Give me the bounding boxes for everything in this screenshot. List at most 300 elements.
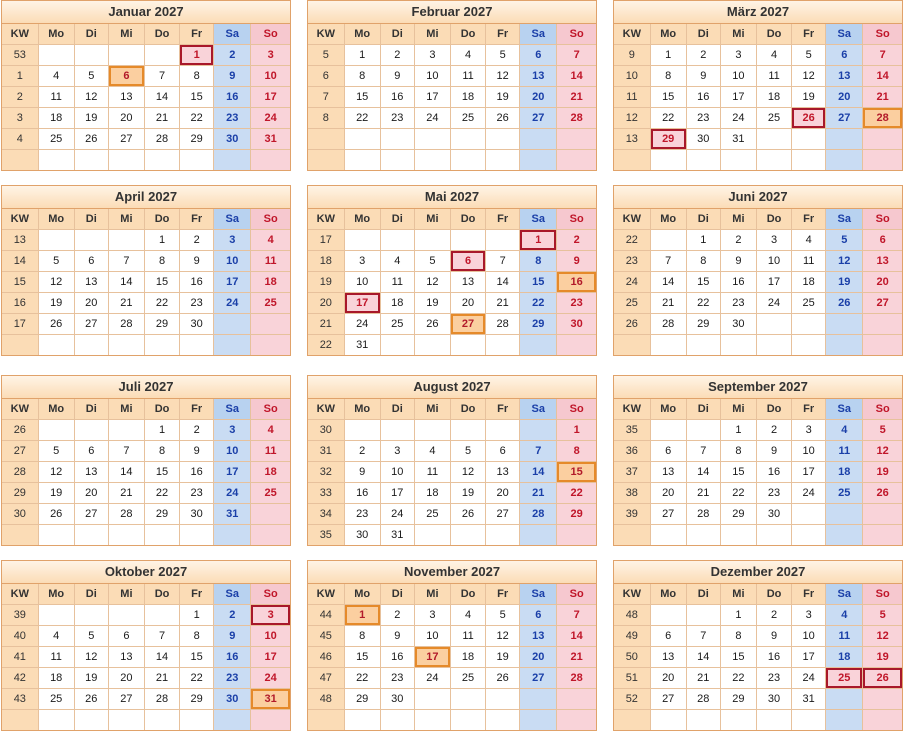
week-number [2, 525, 38, 546]
header-di: Di [380, 24, 414, 45]
day-cell: 19 [792, 87, 826, 108]
day-cell [863, 150, 902, 171]
day-cell: 13 [863, 251, 902, 272]
header-kw: KW [308, 584, 344, 605]
day-cell: 1 [720, 605, 756, 626]
week-row [308, 45, 596, 66]
day-cell: 9 [557, 251, 596, 272]
header-mi: Mi [414, 399, 450, 420]
day-cell: 8 [557, 441, 596, 462]
day-cell: 15 [720, 647, 756, 668]
day-cell: 22 [344, 108, 380, 129]
day-cell [826, 314, 863, 335]
day-cell [792, 525, 826, 546]
day-cell: 19 [38, 483, 74, 504]
day-cell: 25 [38, 689, 74, 710]
day-cell: 21 [144, 108, 179, 129]
day-cell: 30 [180, 504, 214, 525]
day-cell: 17 [756, 272, 791, 293]
header-di: Di [686, 24, 720, 45]
day-cell: 21 [108, 483, 144, 504]
day-cell [251, 335, 290, 356]
day-cell: 20 [108, 668, 144, 689]
day-cell: 24 [251, 668, 290, 689]
day-cell: 1 [686, 230, 720, 251]
day-cell: 10 [214, 441, 251, 462]
day-cell: 19 [863, 647, 902, 668]
week-row [614, 45, 902, 66]
day-cell: 15 [180, 647, 214, 668]
day-cell [251, 710, 290, 731]
day-cell [74, 525, 108, 546]
day-cell: 18 [38, 668, 74, 689]
holiday-cell: 25 [826, 668, 863, 689]
day-cell [74, 150, 108, 171]
day-cell: 17 [414, 87, 450, 108]
day-cell [144, 335, 179, 356]
header-mi: Mi [108, 209, 144, 230]
day-cell: 17 [792, 462, 826, 483]
day-cell: 1 [344, 45, 380, 66]
header-do: Do [450, 399, 485, 420]
day-cell: 26 [486, 108, 520, 129]
day-cell: 3 [720, 45, 756, 66]
day-cell: 12 [38, 462, 74, 483]
day-cell: 18 [450, 87, 485, 108]
day-cell: 21 [557, 87, 596, 108]
day-cell [863, 129, 902, 150]
day-cell: 7 [108, 441, 144, 462]
day-cell: 12 [792, 66, 826, 87]
day-cell [450, 689, 485, 710]
week-number: 35 [614, 420, 650, 441]
header-kw: KW [614, 399, 650, 420]
day-cell: 13 [520, 66, 557, 87]
header-fr: Fr [486, 209, 520, 230]
day-cell: 4 [826, 605, 863, 626]
week-row [308, 525, 596, 546]
day-cell: 10 [792, 441, 826, 462]
day-cell [108, 710, 144, 731]
day-cell: 29 [180, 129, 214, 150]
weekday-header-row [308, 584, 596, 605]
week-number: 30 [2, 504, 38, 525]
day-cell: 12 [414, 272, 450, 293]
day-cell [414, 335, 450, 356]
header-di: Di [380, 209, 414, 230]
day-cell [214, 335, 251, 356]
day-cell: 11 [792, 251, 826, 272]
week-number: 26 [614, 314, 650, 335]
day-cell: 8 [344, 626, 380, 647]
day-cell: 1 [650, 45, 686, 66]
week-number: 42 [2, 668, 38, 689]
day-cell [756, 710, 791, 731]
header-so: So [863, 24, 902, 45]
week-row [2, 668, 290, 689]
day-cell: 20 [650, 483, 686, 504]
month-grid [308, 209, 596, 355]
header-kw: KW [308, 399, 344, 420]
day-cell: 14 [108, 462, 144, 483]
day-cell: 25 [251, 293, 290, 314]
week-number: 6 [308, 66, 344, 87]
day-cell: 4 [450, 605, 485, 626]
day-cell: 8 [144, 251, 179, 272]
day-cell: 22 [686, 293, 720, 314]
header-mi: Mi [108, 24, 144, 45]
day-cell [38, 605, 74, 626]
holiday-cell: 1 [520, 230, 557, 251]
holiday-cell: 6 [450, 251, 485, 272]
header-mo: Mo [344, 399, 380, 420]
week-row [2, 483, 290, 504]
day-cell: 30 [686, 129, 720, 150]
day-cell: 21 [650, 293, 686, 314]
header-di: Di [74, 584, 108, 605]
week-row [308, 647, 596, 668]
week-row [308, 626, 596, 647]
day-cell [520, 525, 557, 546]
day-cell: 10 [344, 272, 380, 293]
day-cell [251, 525, 290, 546]
day-cell: 27 [74, 314, 108, 335]
week-number: 41 [2, 647, 38, 668]
week-row [2, 87, 290, 108]
holiday-cell: 16 [557, 272, 596, 293]
header-sa: Sa [520, 209, 557, 230]
day-cell: 5 [74, 66, 108, 87]
day-cell: 12 [486, 626, 520, 647]
day-cell: 4 [38, 66, 74, 87]
header-di: Di [686, 399, 720, 420]
week-row [2, 129, 290, 150]
day-cell [450, 335, 485, 356]
day-cell: 14 [863, 66, 902, 87]
week-number: 9 [614, 45, 650, 66]
day-cell [486, 129, 520, 150]
day-cell [792, 129, 826, 150]
day-cell [414, 230, 450, 251]
day-cell: 20 [520, 647, 557, 668]
week-row [308, 689, 596, 710]
week-number: 24 [614, 272, 650, 293]
day-cell: 2 [180, 230, 214, 251]
day-cell [557, 335, 596, 356]
day-cell: 24 [792, 483, 826, 504]
day-cell [450, 150, 485, 171]
day-cell: 26 [486, 668, 520, 689]
day-cell: 16 [756, 462, 791, 483]
day-cell: 23 [180, 483, 214, 504]
week-row [614, 272, 902, 293]
day-cell: 28 [520, 504, 557, 525]
day-cell: 1 [557, 420, 596, 441]
weekday-header-row [2, 584, 290, 605]
week-number: 36 [614, 441, 650, 462]
day-cell [650, 230, 686, 251]
holiday-cell: 3 [251, 605, 290, 626]
day-cell: 5 [486, 45, 520, 66]
day-cell [108, 150, 144, 171]
month-title: März 2027 [614, 1, 902, 24]
day-cell: 5 [486, 605, 520, 626]
day-cell: 6 [826, 45, 863, 66]
day-cell: 29 [686, 314, 720, 335]
day-cell [557, 129, 596, 150]
weekday-header-row [2, 24, 290, 45]
month-title: September 2027 [614, 376, 902, 399]
week-number: 47 [308, 668, 344, 689]
day-cell: 22 [180, 668, 214, 689]
day-cell: 19 [38, 293, 74, 314]
day-cell [450, 129, 485, 150]
week-number: 38 [614, 483, 650, 504]
week-number [308, 710, 344, 731]
day-cell: 23 [380, 668, 414, 689]
day-cell: 30 [180, 314, 214, 335]
week-row [2, 230, 290, 251]
weekday-header-row [308, 209, 596, 230]
day-cell: 29 [144, 314, 179, 335]
day-cell: 12 [863, 441, 902, 462]
week-row [308, 314, 596, 335]
holiday-cell: 1 [180, 45, 214, 66]
day-cell: 24 [380, 504, 414, 525]
day-cell: 17 [251, 87, 290, 108]
day-cell [756, 129, 791, 150]
day-cell [108, 525, 144, 546]
week-number: 30 [308, 420, 344, 441]
day-cell: 4 [414, 441, 450, 462]
day-cell [74, 335, 108, 356]
week-row [2, 314, 290, 335]
day-cell: 30 [720, 314, 756, 335]
day-cell: 24 [414, 668, 450, 689]
day-cell: 29 [557, 504, 596, 525]
week-row [308, 483, 596, 504]
week-number: 11 [614, 87, 650, 108]
day-cell: 14 [650, 272, 686, 293]
day-cell [180, 150, 214, 171]
header-so: So [863, 209, 902, 230]
day-cell: 8 [720, 441, 756, 462]
day-cell: 30 [380, 689, 414, 710]
day-cell: 15 [520, 272, 557, 293]
week-row [2, 689, 290, 710]
header-sa: Sa [826, 584, 863, 605]
week-number [614, 150, 650, 171]
week-number: 13 [614, 129, 650, 150]
day-cell [650, 605, 686, 626]
day-cell: 25 [414, 504, 450, 525]
header-so: So [251, 584, 290, 605]
day-cell: 28 [557, 108, 596, 129]
day-cell: 11 [450, 66, 485, 87]
holiday-cell: 6 [108, 66, 144, 87]
week-number: 51 [614, 668, 650, 689]
day-cell: 9 [180, 441, 214, 462]
week-row [614, 66, 902, 87]
day-cell: 22 [720, 668, 756, 689]
day-cell [344, 230, 380, 251]
week-number: 34 [308, 504, 344, 525]
day-cell [380, 335, 414, 356]
day-cell: 20 [74, 483, 108, 504]
day-cell: 15 [650, 87, 686, 108]
day-cell: 27 [520, 108, 557, 129]
day-cell: 11 [756, 66, 791, 87]
header-fr: Fr [792, 584, 826, 605]
day-cell: 14 [557, 66, 596, 87]
day-cell: 14 [520, 462, 557, 483]
day-cell: 10 [414, 626, 450, 647]
day-cell: 7 [144, 66, 179, 87]
day-cell: 18 [756, 87, 791, 108]
header-fr: Fr [486, 584, 520, 605]
week-number: 8 [308, 108, 344, 129]
week-row [614, 335, 902, 356]
month-title: Februar 2027 [308, 1, 596, 24]
day-cell [792, 150, 826, 171]
weekday-header-row [614, 24, 902, 45]
day-cell [344, 710, 380, 731]
day-cell: 28 [108, 314, 144, 335]
day-cell: 18 [380, 293, 414, 314]
week-number [614, 710, 650, 731]
week-number: 48 [308, 689, 344, 710]
day-cell [38, 45, 74, 66]
day-cell [380, 129, 414, 150]
week-row [308, 150, 596, 171]
week-number: 35 [308, 525, 344, 546]
header-fr: Fr [180, 24, 214, 45]
month-grid [614, 399, 902, 545]
day-cell: 16 [344, 483, 380, 504]
day-cell: 2 [756, 605, 791, 626]
day-cell: 18 [251, 462, 290, 483]
day-cell [826, 150, 863, 171]
day-cell [74, 45, 108, 66]
day-cell [144, 45, 179, 66]
weekday-header-row [614, 584, 902, 605]
header-so: So [557, 24, 596, 45]
day-cell: 28 [486, 314, 520, 335]
day-cell: 24 [792, 668, 826, 689]
day-cell: 9 [214, 626, 251, 647]
month-grid [2, 24, 290, 170]
day-cell: 19 [74, 668, 108, 689]
day-cell: 25 [251, 483, 290, 504]
week-number: 1 [2, 66, 38, 87]
day-cell: 13 [826, 66, 863, 87]
day-cell [450, 710, 485, 731]
header-kw: KW [308, 24, 344, 45]
day-cell: 8 [720, 626, 756, 647]
day-cell: 10 [251, 66, 290, 87]
day-cell: 21 [108, 293, 144, 314]
day-cell: 8 [344, 66, 380, 87]
week-row [614, 251, 902, 272]
day-cell [826, 335, 863, 356]
day-cell [74, 710, 108, 731]
day-cell: 3 [792, 605, 826, 626]
header-do: Do [756, 209, 791, 230]
week-number: 18 [308, 251, 344, 272]
day-cell: 9 [180, 251, 214, 272]
header-kw: KW [2, 399, 38, 420]
day-cell [214, 525, 251, 546]
day-cell [720, 525, 756, 546]
day-cell: 23 [756, 483, 791, 504]
weekday-header-row [308, 399, 596, 420]
day-cell [450, 525, 485, 546]
day-cell: 9 [756, 441, 791, 462]
day-cell [380, 710, 414, 731]
header-sa: Sa [214, 399, 251, 420]
day-cell: 17 [720, 87, 756, 108]
month-10 [1, 560, 291, 731]
day-cell: 24 [344, 314, 380, 335]
week-number: 49 [614, 626, 650, 647]
month-title: April 2027 [2, 186, 290, 209]
day-cell [108, 420, 144, 441]
day-cell: 20 [650, 668, 686, 689]
header-mi: Mi [108, 584, 144, 605]
day-cell: 12 [38, 272, 74, 293]
header-di: Di [74, 399, 108, 420]
week-row [614, 710, 902, 731]
week-number: 17 [308, 230, 344, 251]
day-cell [520, 689, 557, 710]
week-row [2, 441, 290, 462]
week-row [614, 87, 902, 108]
header-so: So [251, 209, 290, 230]
day-cell: 11 [38, 647, 74, 668]
day-cell [344, 129, 380, 150]
week-number: 22 [614, 230, 650, 251]
day-cell [792, 314, 826, 335]
day-cell [251, 150, 290, 171]
holiday-cell: 15 [557, 462, 596, 483]
week-number: 19 [308, 272, 344, 293]
header-so: So [251, 24, 290, 45]
day-cell [557, 525, 596, 546]
day-cell: 28 [686, 689, 720, 710]
day-cell: 11 [826, 441, 863, 462]
day-cell: 11 [251, 441, 290, 462]
week-row [614, 150, 902, 171]
week-number: 50 [614, 647, 650, 668]
day-cell: 7 [686, 626, 720, 647]
day-cell [650, 710, 686, 731]
week-row [614, 129, 902, 150]
week-number: 10 [614, 66, 650, 87]
day-cell [180, 525, 214, 546]
week-row [614, 314, 902, 335]
day-cell: 4 [450, 45, 485, 66]
week-number: 39 [614, 504, 650, 525]
week-number: 2 [2, 87, 38, 108]
day-cell [486, 150, 520, 171]
day-cell: 4 [756, 45, 791, 66]
month-title: November 2027 [308, 561, 596, 584]
day-cell [520, 710, 557, 731]
day-cell: 23 [756, 668, 791, 689]
week-number: 14 [2, 251, 38, 272]
day-cell: 6 [650, 441, 686, 462]
week-row [308, 441, 596, 462]
